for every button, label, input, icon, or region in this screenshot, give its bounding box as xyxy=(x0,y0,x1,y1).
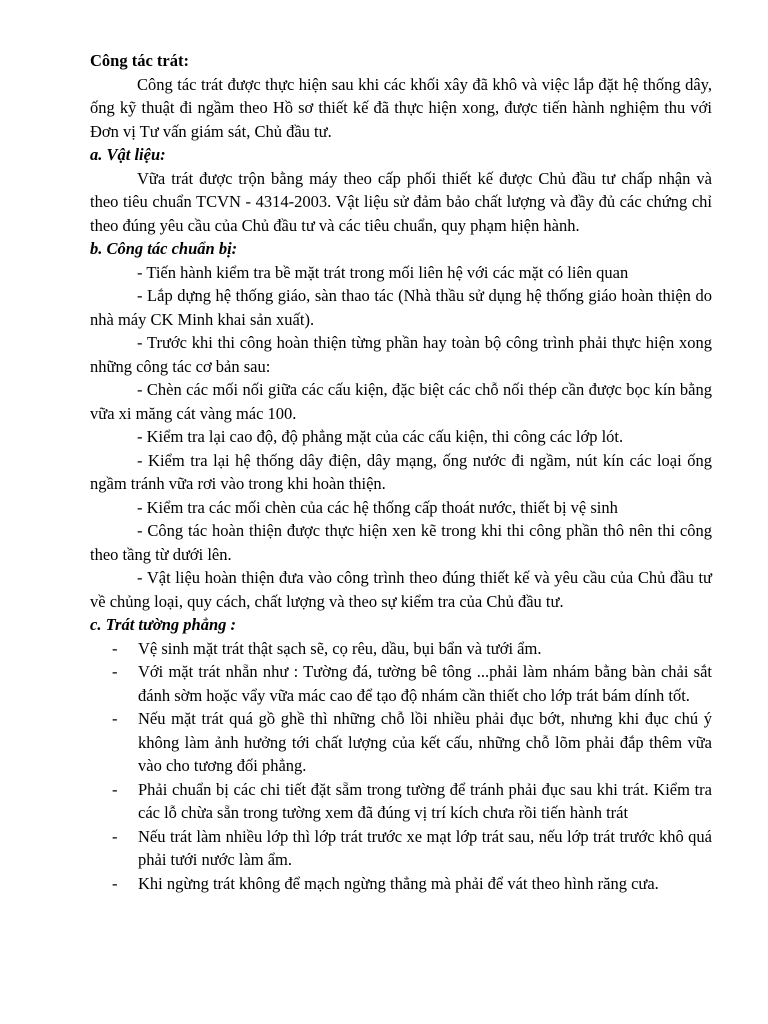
section-b-item: - Tiến hành kiểm tra bề mặt trát trong mối liên hệ với các mặt có liên quan xyxy=(137,262,629,282)
section-b-item: - Kiểm tra các mối chèn của các hệ thống cấp thoát nước, thiết bị vệ sinh xyxy=(137,497,618,517)
list-item-text: Nếu mặt trát quá gồ ghề thì những chỗ lồi nhiều phải đục bớt, nhưng khi đục chú ý không làm ảnh hưởng tới chất lượng của kết cấu, những chỗ lõm phải đắp thêm vữa vào cho tương đối phẳng. xyxy=(138,709,712,775)
section-a-paragraph: Vữa trát được trộn bằng máy theo cấp phối thiết kế được Chủ đầu tư chấp nhận và theo tiêu chuẩn TCVN - 4314-2003. Vật liệu sử đảm bảo chất lượng và đầy đủ các chứng chỉ theo đúng yêu cầu của Chủ đầu tư và các tiêu chuẩn, quy phạm hiện hành. xyxy=(90,168,712,235)
intro-paragraph: Công tác trát được thực hiện sau khi các khối xây đã khô và việc lắp đặt hệ thống dây, ống kỹ thuật đi ngầm theo Hồ sơ thiết kế đã thực hiện xong, được tiến hành nghiệm thu với Đơn vị Tư vấn giám sát, Chủ đầu tư. xyxy=(90,74,712,141)
section-b-item: - Kiểm tra lại hệ thống dây điện, dây mạng, ống nước đi ngầm, nút kín các loại ống ngầm tránh vữa rơi vào trong khi hoàn thiện. xyxy=(90,450,712,493)
section-a-title: a. Vật liệu: xyxy=(90,145,166,164)
document-page xyxy=(90,49,712,895)
dash-bullet: - xyxy=(112,662,118,681)
list-item-text: Khi ngừng trát không để mạch ngừng thẳng mà phải để vát theo hình răng cưa. xyxy=(138,873,659,893)
section-b-item: - Vật liệu hoàn thiện đưa vào công trình theo đúng thiết kế và yêu cầu của Chủ đầu tư về chủng loại, quy cách, chất lượng và theo sự kiểm tra của Chủ đầu tư. xyxy=(90,568,712,611)
page-heading: Công tác trát: xyxy=(90,51,189,70)
list-item xyxy=(90,872,712,896)
list-item xyxy=(90,825,712,872)
list-item-text: Với mặt trát nhẵn như : Tường đá, tường bê tông ...phải làm nhám bằng bàn chải sắt đánh sờm hoặc vẩy vữa mác cao để tạo độ nhám cần thiết cho lớp trát bám dính tốt. xyxy=(138,662,712,705)
dash-bullet: - xyxy=(112,779,118,799)
section-c-title: c. Trát tường phẳng : xyxy=(90,615,237,634)
list-item-text: Phải chuẩn bị các chi tiết đặt sẵm trong tường để tránh phải đục sau khi trát. Kiểm tra các lỗ chừa sẵn trong tường xem đã đúng vị trí kích chưa rồi tiến hành trát xyxy=(138,779,712,822)
section-b-item: - Trước khi thi công hoàn thiện từng phần hay toàn bộ công trình phải thực hiện xong những công tác cơ bản sau: xyxy=(90,333,712,376)
list-item-text: Nếu trát làm nhiều lớp thì lớp trát trước xe mạt lớp trát sau, nếu lớp trát trước khô quá phải tưới nước làm ẩm. xyxy=(138,826,712,869)
section-b-item: - Kiểm tra lại cao độ, độ phẳng mặt của các cấu kiện, thi công các lớp lót. xyxy=(137,427,624,446)
dash-bullet: - xyxy=(112,638,118,658)
dash-bullet: - xyxy=(112,826,118,846)
list-item xyxy=(90,660,712,707)
dash-bullet: - xyxy=(112,873,118,893)
list-item xyxy=(90,778,712,825)
section-c-list xyxy=(90,637,712,896)
list-item-text: Vệ sinh mặt trát thật sạch sẽ, cọ rêu, dầu, bụi bẩn và tưới ẩm. xyxy=(138,638,542,658)
list-item xyxy=(90,637,712,661)
section-b-item: - Công tác hoàn thiện được thực hiện xen kẽ trong khi thi công phần thô nên thi công theo tầng từ dưới lên. xyxy=(90,521,712,564)
section-b-item: - Lắp dựng hệ thống giáo, sàn thao tác (Nhà thầu sử dụng hệ thống giáo hoàn thiện do nhà máy CK Minh khai sản xuất). xyxy=(90,286,712,329)
list-item xyxy=(90,707,712,778)
section-b-item: - Chèn các mối nối giữa các cấu kiện, đặc biệt các chỗ nối thép cần được bọc kín bằng vữa xi măng cát vàng mác 100. xyxy=(90,380,712,423)
section-b-title: b. Công tác chuẩn bị: xyxy=(90,239,238,258)
dash-bullet: - xyxy=(112,709,118,728)
